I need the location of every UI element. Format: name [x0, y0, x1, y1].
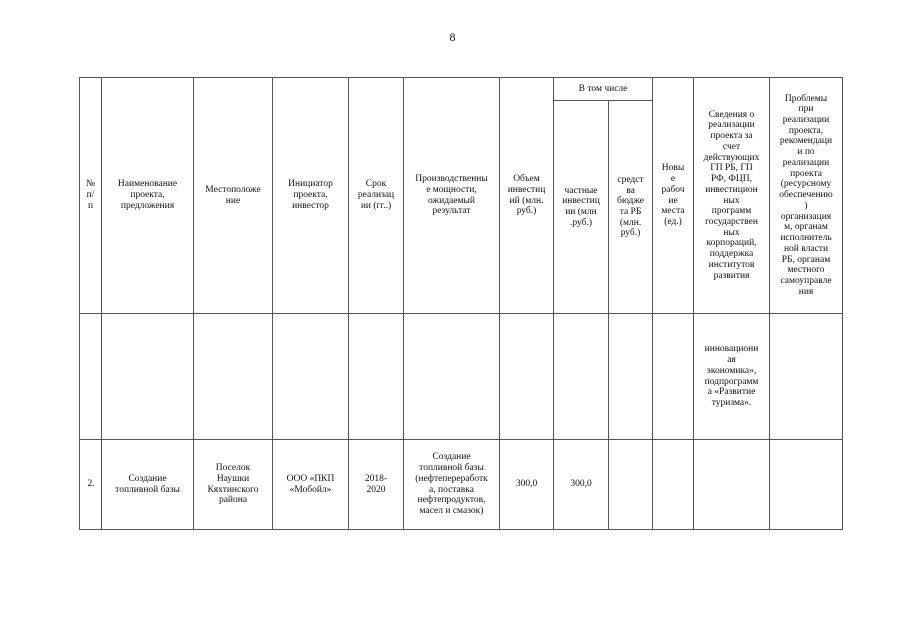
row-capacity: Создание топливной базы (нефтепереработк а, поставка нефтепродуктов, масел и смазок)	[404, 440, 500, 530]
header-private: частные инвестиц ии (млн .руб.)	[554, 101, 609, 314]
row-num: 2.	[80, 440, 102, 530]
row-problems	[770, 440, 843, 530]
continuation-programs: инновационн ая экономика», подпрограмм а «Развитие туризма».	[694, 314, 770, 440]
table-row-continuation	[80, 314, 843, 440]
header-term: Срок реализац ии (гг..)	[349, 78, 404, 314]
row-jobs	[653, 440, 694, 530]
header-num: № п/ п	[80, 78, 102, 314]
header-jobs: Новы е рабоч ие места (ед.)	[653, 78, 694, 314]
row-budget	[609, 440, 653, 530]
row-name: Создание топливной базы	[102, 440, 194, 530]
row-volume: 300,0	[500, 440, 554, 530]
header-volume: Объем инвестиц ий (млн. руб.)	[500, 78, 554, 314]
header-location: Местоположе ние	[194, 78, 273, 314]
row-initiator: ООО «ПКП «Мобойл»	[273, 440, 349, 530]
header-budget: средст ва бюдже та РБ (млн. руб.)	[609, 101, 653, 314]
header-capacity: Производственны е мощности, ожидаемый результат	[404, 78, 500, 314]
header-name: Наименование проекта, предложения	[102, 78, 194, 314]
table-header-row	[80, 78, 843, 101]
row-private: 300,0	[554, 440, 609, 530]
row-location: Поселок Наушки Кяхтинского района	[194, 440, 273, 530]
page-number: 8	[449, 30, 456, 44]
row-term: 2018- 2020	[349, 440, 404, 530]
table-row	[80, 440, 843, 530]
projects-table	[79, 77, 843, 530]
header-including: В том числе	[554, 78, 653, 101]
header-problems: Проблемы при реализации проекта, рекомендаци и по реализации проекта (ресурсному обеспечению ) организация м, органам исполнитель ной власти РБ, органам местного самоуправле ния	[770, 78, 843, 314]
header-initiator: Инициатор проекта, инвестор	[273, 78, 349, 314]
row-programs	[694, 440, 770, 530]
header-programs: Сведения о реализации проекта за счет действующих ГП РБ, ГП РФ, ФЦП, инвестицион ных программ государствен ных корпораций, поддержка институтов развития	[694, 78, 770, 314]
